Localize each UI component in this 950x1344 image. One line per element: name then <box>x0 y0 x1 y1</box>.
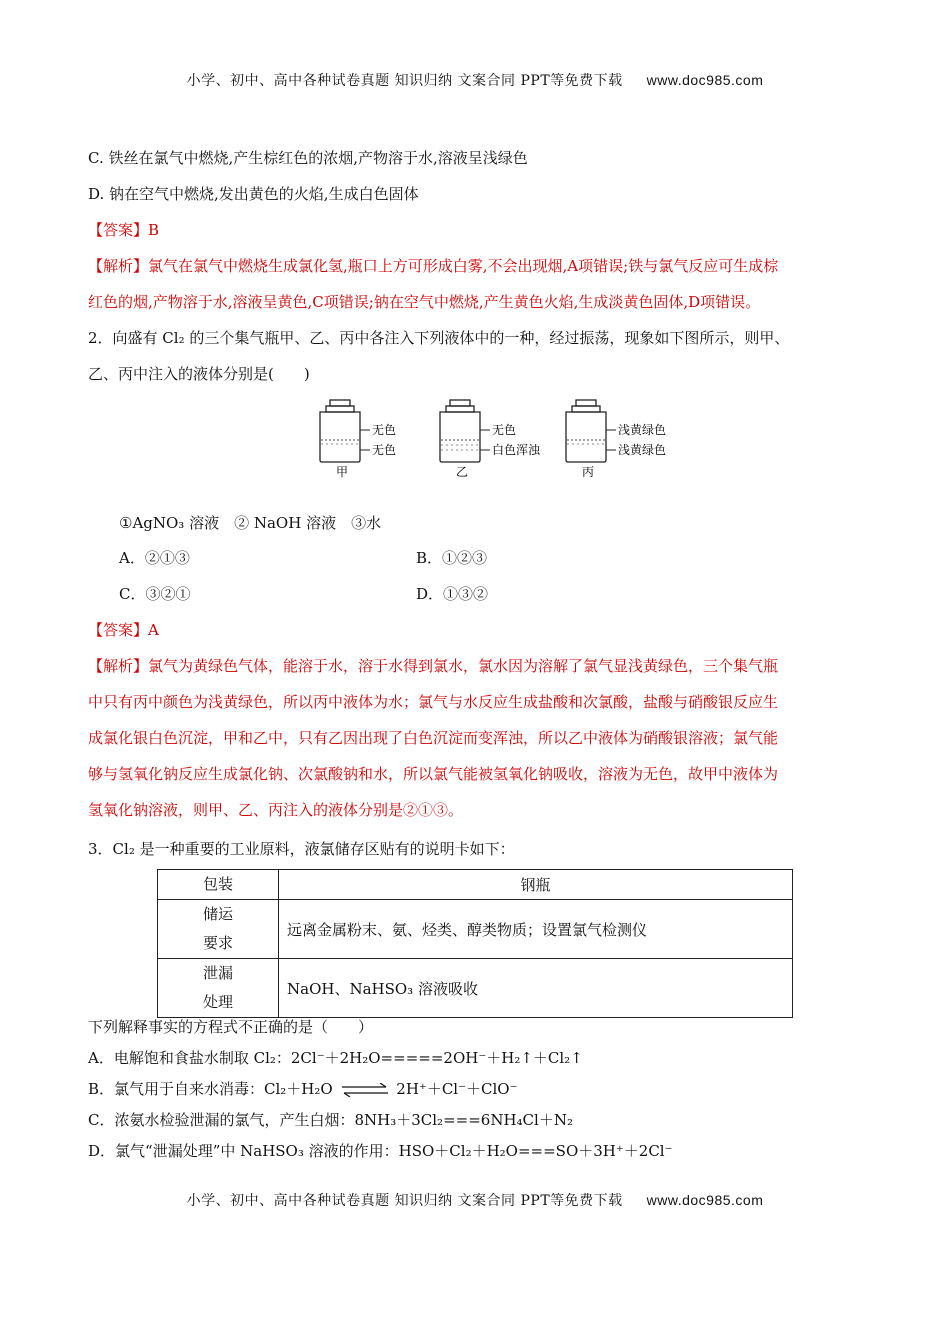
jar-jia <box>320 400 396 479</box>
q2-stem-line2: 乙、丙中注入的液体分别是( ) <box>88 365 310 383</box>
jar3-name: 丙 <box>582 465 595 479</box>
q2-analysis-line5: 氢氧化钠溶液，则甲、乙、丙注入的液体分别是②①③。 <box>88 801 464 819</box>
q2-analysis-line2: 中只有丙中颜色为浅黄绿色，所以丙中液体为水；氯气与水反应生成盐酸和次氯酸，盐酸与硝酸银反应生 <box>88 693 779 711</box>
q3-stem: 3．Cl₂ 是一种重要的工业原料，液氯储存区贴有的说明卡如下： <box>88 840 515 858</box>
footer-text: 小学、初中、高中各种试卷真题 知识归纳 文案合同 PPT等免费下载 <box>186 1193 623 1209</box>
q2-liquids: ①AgNO₃ 溶液 ② NaOH 溶液 ③水 <box>119 514 382 532</box>
jar1-bottom-label: 无色 <box>372 443 397 457</box>
q2-option-b[interactable]: B．①②③ <box>416 549 488 567</box>
q1-answer: 【答案】B <box>88 221 160 239</box>
jar3-bottom-label: 浅黄绿色 <box>618 443 667 457</box>
table-row <box>158 870 793 900</box>
gas-jars-figure <box>318 398 668 480</box>
q1-option-d: D. 钠在空气中燃烧,发出黄色的火焰,生成白色固体 <box>88 185 419 203</box>
jar1-name: 甲 <box>336 465 349 479</box>
header-text: 小学、初中、高中各种试卷真题 知识归纳 文案合同 PPT等免费下载 <box>186 73 623 89</box>
q1-option-c: C. 铁丝在氯气中燃烧,产生棕红色的浓烟,产物溶于水,溶液呈浅绿色 <box>88 149 528 167</box>
table-cell: 钢瓶 <box>279 870 793 900</box>
jar-yi <box>440 400 541 479</box>
reversible-arrow-icon <box>340 1083 390 1097</box>
gas-jars-svg <box>318 398 668 480</box>
header-site[interactable]: www.doc985.com <box>646 72 764 88</box>
table-cell: 包装 <box>158 870 279 900</box>
table-cell: NaOH、NaHSO₃ 溶液吸收 <box>279 959 793 1018</box>
q3-option-d[interactable]: D．氯气“泄漏处理”中 NaHSO₃ 溶液的作用：HSO＋Cl₂＋H₂O===SO＋3H⁺＋2Cl⁻ <box>88 1142 673 1160</box>
cell-line: 处理 <box>202 993 233 1011</box>
q2-option-d[interactable]: D．①③② <box>416 585 489 603</box>
table-cell <box>158 900 279 959</box>
chlorine-storage-card <box>157 869 793 1018</box>
q2-stem-line1: 2．向盛有 Cl₂ 的三个集气瓶甲、乙、丙中各注入下列液体中的一种，经过振荡，现象如下图所示，则甲、 <box>88 329 790 347</box>
q3-option-b-left: B．氯气用于自来水消毒：Cl₂＋H₂O <box>88 1080 333 1098</box>
footer-site[interactable]: www.doc985.com <box>646 1192 764 1208</box>
q2-option-a[interactable]: A．②①③ <box>119 549 190 567</box>
q3-question: 下列解释事实的方程式不正确的是（ ） <box>88 1018 374 1036</box>
table-row <box>158 900 793 959</box>
q3-option-c[interactable]: C．浓氨水检验泄漏的氯气，产生白烟：8NH₃＋3Cl₂===6NH₄Cl＋N₂ <box>88 1111 573 1129</box>
jar2-name: 乙 <box>456 465 469 479</box>
q2-analysis-line3: 成氯化银白色沉淀，甲和乙中，只有乙因出现了白色沉淀而变浑浊，所以乙中液体为硝酸银溶液；氯气能 <box>88 729 779 747</box>
page-footer <box>0 1190 950 1210</box>
table-cell: 远离金属粉末、氨、烃类、醇类物质；设置氯气检测仪 <box>279 900 793 959</box>
cell-line: 要求 <box>202 934 233 952</box>
q3-option-b[interactable] <box>88 1078 868 1099</box>
cell-line: 储运 <box>202 905 233 923</box>
q2-answer: 【答案】A <box>88 621 159 639</box>
table-row <box>158 959 793 1018</box>
page-header <box>0 70 950 90</box>
jar-bing <box>566 400 666 479</box>
jar3-top-label: 浅黄绿色 <box>618 423 667 437</box>
table-cell <box>158 959 279 1018</box>
jar2-top-label: 无色 <box>492 423 517 437</box>
q2-analysis-line1: 【解析】氯气为黄绿色气体，能溶于水，溶于水得到氯水，氯水因为溶解了氯气显浅黄绿色，三个集气瓶 <box>88 657 779 675</box>
q2-option-c[interactable]: C．③②① <box>119 585 191 603</box>
q3-option-b-right: 2H⁺＋Cl⁻＋ClO⁻ <box>396 1080 518 1098</box>
q3-option-a[interactable]: A．电解饱和食盐水制取 Cl₂：2Cl⁻＋2H₂O=====2OH⁻＋H₂↑＋Cl₂↑ <box>88 1049 583 1067</box>
cell-line: 泄漏 <box>202 964 233 982</box>
q1-analysis-line2: 红色的烟,产物溶于水,溶液呈黄色,C项错误;钠在空气中燃烧,产生黄色火焰,生成淡黄色固体,D项错误。 <box>88 293 761 311</box>
jar2-bottom-label: 白色浑浊 <box>492 443 541 457</box>
q2-analysis-line4: 够与氢氧化钠反应生成氯化钠、次氯酸钠和水，所以氯气能被氢氧化钠吸收，溶液为无色，故甲中液体为 <box>88 765 779 783</box>
q1-analysis-line1: 【解析】氯气在氯气中燃烧生成氯化氢,瓶口上方可形成白雾,不会出现烟,A项错误;铁与氯气反应可生成棕 <box>88 257 779 275</box>
jar1-top-label: 无色 <box>372 423 397 437</box>
